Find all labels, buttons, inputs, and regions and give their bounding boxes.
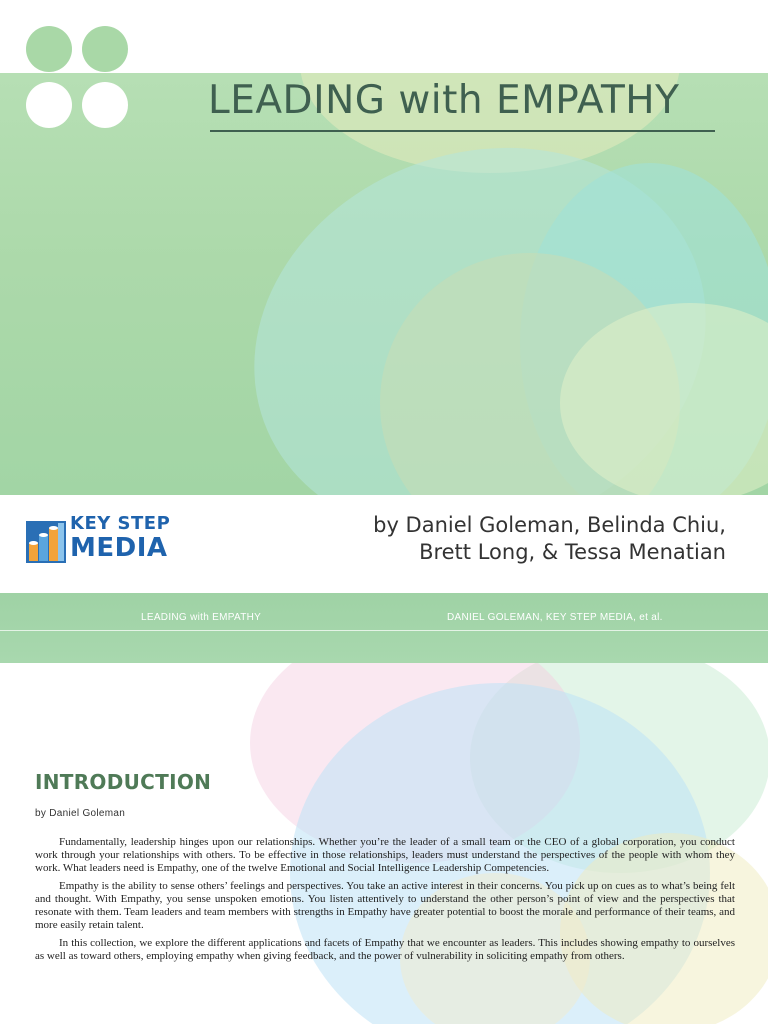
- title-underline: [210, 130, 715, 132]
- logo-line-2: MEDIA: [70, 533, 168, 563]
- logo-line-1: KEY STEP: [70, 513, 171, 534]
- decorative-circle: [82, 26, 128, 72]
- authors-line-2: Brett Long, & Tessa Menatian: [419, 540, 726, 564]
- cover-background: [0, 73, 768, 495]
- decorative-circle: [26, 82, 72, 128]
- paragraph: Empathy is the ability to sense others’ feelings and perspectives. You take an active interest in their concerns. You pick up on cues as to what’s being felt and thought. With Empathy, you sense unspoken emotions. You listen attentively to understand the other person’s point of view and the perspectives that resonate with them. Team leaders and team members with strengths in Empathy have greater potential to boost the morale and performance of their teams, and more easily retain talent.: [35, 880, 735, 931]
- paragraph: In this collection, we explore the different applications and facets of Empathy that we encounter as leaders. This includes showing empathy to ourselves as well as toward others, employing empathy when giving feedback, and the power of vulnerability in soliciting empathy from others.: [35, 937, 735, 962]
- logo-wordmark: [70, 515, 170, 561]
- authors-line-1: by Daniel Goleman, Belinda Chiu,: [373, 513, 726, 537]
- author-credits: [373, 512, 726, 566]
- cover-panel: [0, 0, 768, 495]
- section-byline: by Daniel Goleman: [35, 808, 126, 819]
- header-divider: [0, 630, 768, 631]
- paragraph: Fundamentally, leadership hinges upon our relationships. Whether you’re the leader of a small team or the CEO of a global corporation, you conduct work through your relationships with others. To be effective in those relationships, leaders must understand the perspectives of the people with whom they work. What leaders need is Empathy, one of the twelve Emotional and Social Intelligence Leadership Competencies.: [35, 836, 735, 874]
- cover-title: LEADING with EMPATHY: [208, 78, 680, 123]
- running-header-authors: DANIEL GOLEMAN, KEY STEP MEDIA, et al.: [447, 612, 663, 623]
- stairs-logo-icon: [26, 517, 66, 563]
- decorative-circle: [82, 82, 128, 128]
- section-heading: INTRODUCTION: [35, 770, 212, 794]
- publisher-logo: [26, 515, 176, 565]
- running-header: [0, 593, 768, 663]
- running-header-title: LEADING with EMPATHY: [141, 612, 262, 623]
- decorative-circle: [26, 26, 72, 72]
- body-text: [35, 836, 735, 968]
